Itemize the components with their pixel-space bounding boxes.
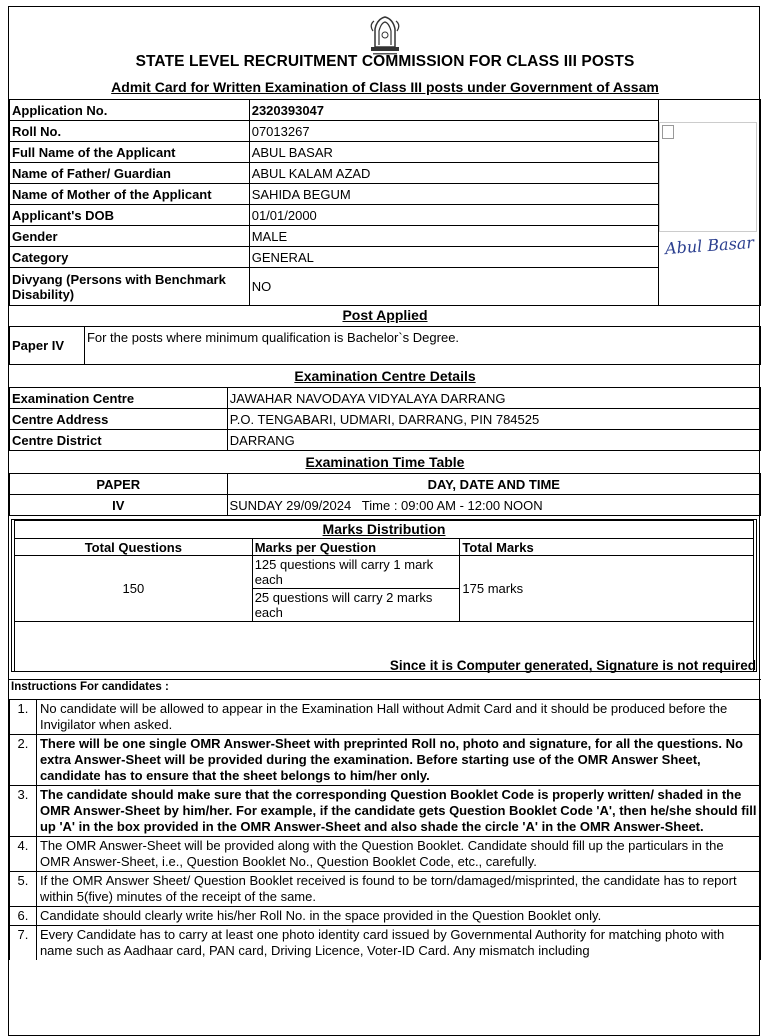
col-total-marks: Total Marks (460, 539, 754, 556)
instruction-text: If the OMR Answer Sheet/ Question Booklet received is found to be torn/damaged/misprinted, the candidate has to report within 5(five) minutes of the receipt of the same. (36, 872, 760, 907)
total-questions-value: 150 (15, 556, 253, 622)
item-number: 3. (10, 786, 37, 837)
table-row (10, 495, 761, 516)
item-number: 6. (10, 907, 37, 926)
item-number: 2. (10, 735, 37, 786)
table-row (10, 430, 761, 451)
instructions-heading: Instructions For candidates : (11, 681, 169, 693)
list-item (10, 926, 761, 961)
instruction-text: Candidate should clearly write his/her Roll No. in the space provided in the Question Booklet only. (36, 907, 760, 926)
field-label: Name of Father/ Guardian (10, 163, 250, 184)
field-label: Centre District (10, 430, 228, 451)
admit-card-subtitle: Admit Card for Written Examination of Class III posts under Government of Assam (111, 79, 659, 95)
col-paper-header: PAPER (10, 474, 228, 495)
table-row (10, 388, 761, 409)
broken-image-icon (662, 125, 674, 139)
list-item (10, 735, 761, 786)
roll-no-value: 07013267 (249, 121, 658, 142)
marks-heading: Marks Distribution (15, 521, 754, 539)
table-row (10, 327, 761, 365)
list-item (10, 837, 761, 872)
applicant-details-table (9, 99, 761, 306)
field-label: Category (10, 247, 250, 268)
table-row (10, 247, 761, 268)
applicant-signature: Abul Basar (664, 232, 755, 259)
table-row (10, 184, 761, 205)
mother-name-value: SAHIDA BEGUM (249, 184, 658, 205)
post-description: For the posts where minimum qualification is Bachelor`s Degree. (84, 327, 760, 365)
divyang-value: NO (249, 268, 658, 306)
field-label: Examination Centre (10, 388, 228, 409)
col-total-questions: Total Questions (15, 539, 253, 556)
instructions-table (9, 699, 761, 960)
table-row (15, 539, 754, 556)
table-row (10, 142, 761, 163)
table-row (10, 163, 761, 184)
col-marks-per-question: Marks per Question (252, 539, 460, 556)
table-row (10, 409, 761, 430)
field-label: Name of Mother of the Applicant (10, 184, 250, 205)
list-item (10, 907, 761, 926)
instruction-text: The candidate should make sure that the corresponding Question Booklet Code is properly written/ shaded in the OMR Answer-Sheet by him/her. For example, if the candidate gets Question Booklet Code 'A', then he/she should fill up 'A' in the box provided in the OMR Answer-Sheet and also shade the circle 'A' in the OMR Answer-Sheet. (36, 786, 760, 837)
admit-card (8, 6, 760, 1036)
application-no-value: 2320393047 (249, 100, 658, 121)
list-item (10, 700, 761, 735)
instruction-text: No candidate will be allowed to appear in the Examination Hall without Admit Card and it should be produced before the Invigilator when asked. (36, 700, 760, 735)
time-table-heading: Examination Time Table (305, 454, 465, 470)
centre-details-table (9, 387, 761, 451)
signature-note: Since it is Computer generated, Signature is not required (389, 658, 756, 673)
table-row (15, 556, 754, 589)
paper-value: IV (10, 495, 228, 516)
list-item (10, 786, 761, 837)
centre-details-heading: Examination Centre Details (294, 368, 476, 384)
field-label: Roll No. (10, 121, 250, 142)
field-label: Centre Address (10, 409, 228, 430)
list-item (10, 872, 761, 907)
field-label: Gender (10, 226, 250, 247)
marks-rule-2: 25 questions will carry 2 marks each (252, 589, 460, 622)
table-row (10, 268, 761, 306)
photo-signature-cell (659, 100, 761, 306)
gender-value: MALE (249, 226, 658, 247)
item-number: 4. (10, 837, 37, 872)
table-row (10, 100, 761, 121)
divider (9, 679, 761, 680)
total-marks-value: 175 marks (460, 556, 754, 622)
applicant-photo (659, 122, 757, 232)
dob-value: 01/01/2000 (249, 205, 658, 226)
field-label: Applicant's DOB (10, 205, 250, 226)
instruction-text: Every Candidate has to carry at least one photo identity card issued by Governmental Authority for matching photo with name such as Aadhaar card, PAN card, Driving Licence, Voter-ID Card. Any mismatch including (36, 926, 760, 961)
centre-address-value: P.O. TENGABARI, UDMARI, DARRANG, PIN 784525 (227, 409, 760, 430)
national-emblem-icon (365, 11, 405, 57)
item-number: 5. (10, 872, 37, 907)
marks-distribution-table (14, 520, 754, 672)
schedule-value: SUNDAY 29/09/2024 Time : 09:00 AM - 12:00 NOON (227, 495, 760, 516)
item-number: 1. (10, 700, 37, 735)
centre-district-value: DARRANG (227, 430, 760, 451)
exam-centre-value: JAWAHAR NAVODAYA VIDYALAYA DARRANG (227, 388, 760, 409)
table-row (10, 226, 761, 247)
col-day-header: DAY, DATE AND TIME (227, 474, 760, 495)
instruction-text: The OMR Answer-Sheet will be provided along with the Question Booklet. Candidate should fill up the particulars in the OMR Answer-Sheet, i.e., Question Booklet No., Question Booklet Code, etc., carefully. (36, 837, 760, 872)
post-applied-table (9, 326, 761, 365)
field-label: Divyang (Persons with Benchmark Disability) (10, 268, 250, 306)
marks-box (11, 519, 757, 672)
father-name-value: ABUL KALAM AZAD (249, 163, 658, 184)
field-label: Application No. (10, 100, 250, 121)
paper-label: Paper IV (10, 327, 85, 365)
item-number: 7. (10, 926, 37, 961)
table-row (15, 521, 754, 539)
full-name-value: ABUL BASAR (249, 142, 658, 163)
table-row (10, 121, 761, 142)
field-label: Full Name of the Applicant (10, 142, 250, 163)
marks-rule-1: 125 questions will carry 1 mark each (252, 556, 460, 589)
table-row (10, 474, 761, 495)
commission-title: STATE LEVEL RECRUITMENT COMMISSION FOR CLASS III POSTS (135, 53, 635, 70)
post-applied-heading: Post Applied (342, 307, 428, 323)
instruction-text: There will be one single OMR Answer-Sheet with preprinted Roll no, photo and signature, for all the questions. No extra Answer-Sheet will be provided during the examination. Before starting use of the OMR Answer Sheet, candidate has to ensure that the sheet belongs to him/her only. (36, 735, 760, 786)
category-value: GENERAL (249, 247, 658, 268)
table-row (10, 205, 761, 226)
time-table (9, 473, 761, 516)
